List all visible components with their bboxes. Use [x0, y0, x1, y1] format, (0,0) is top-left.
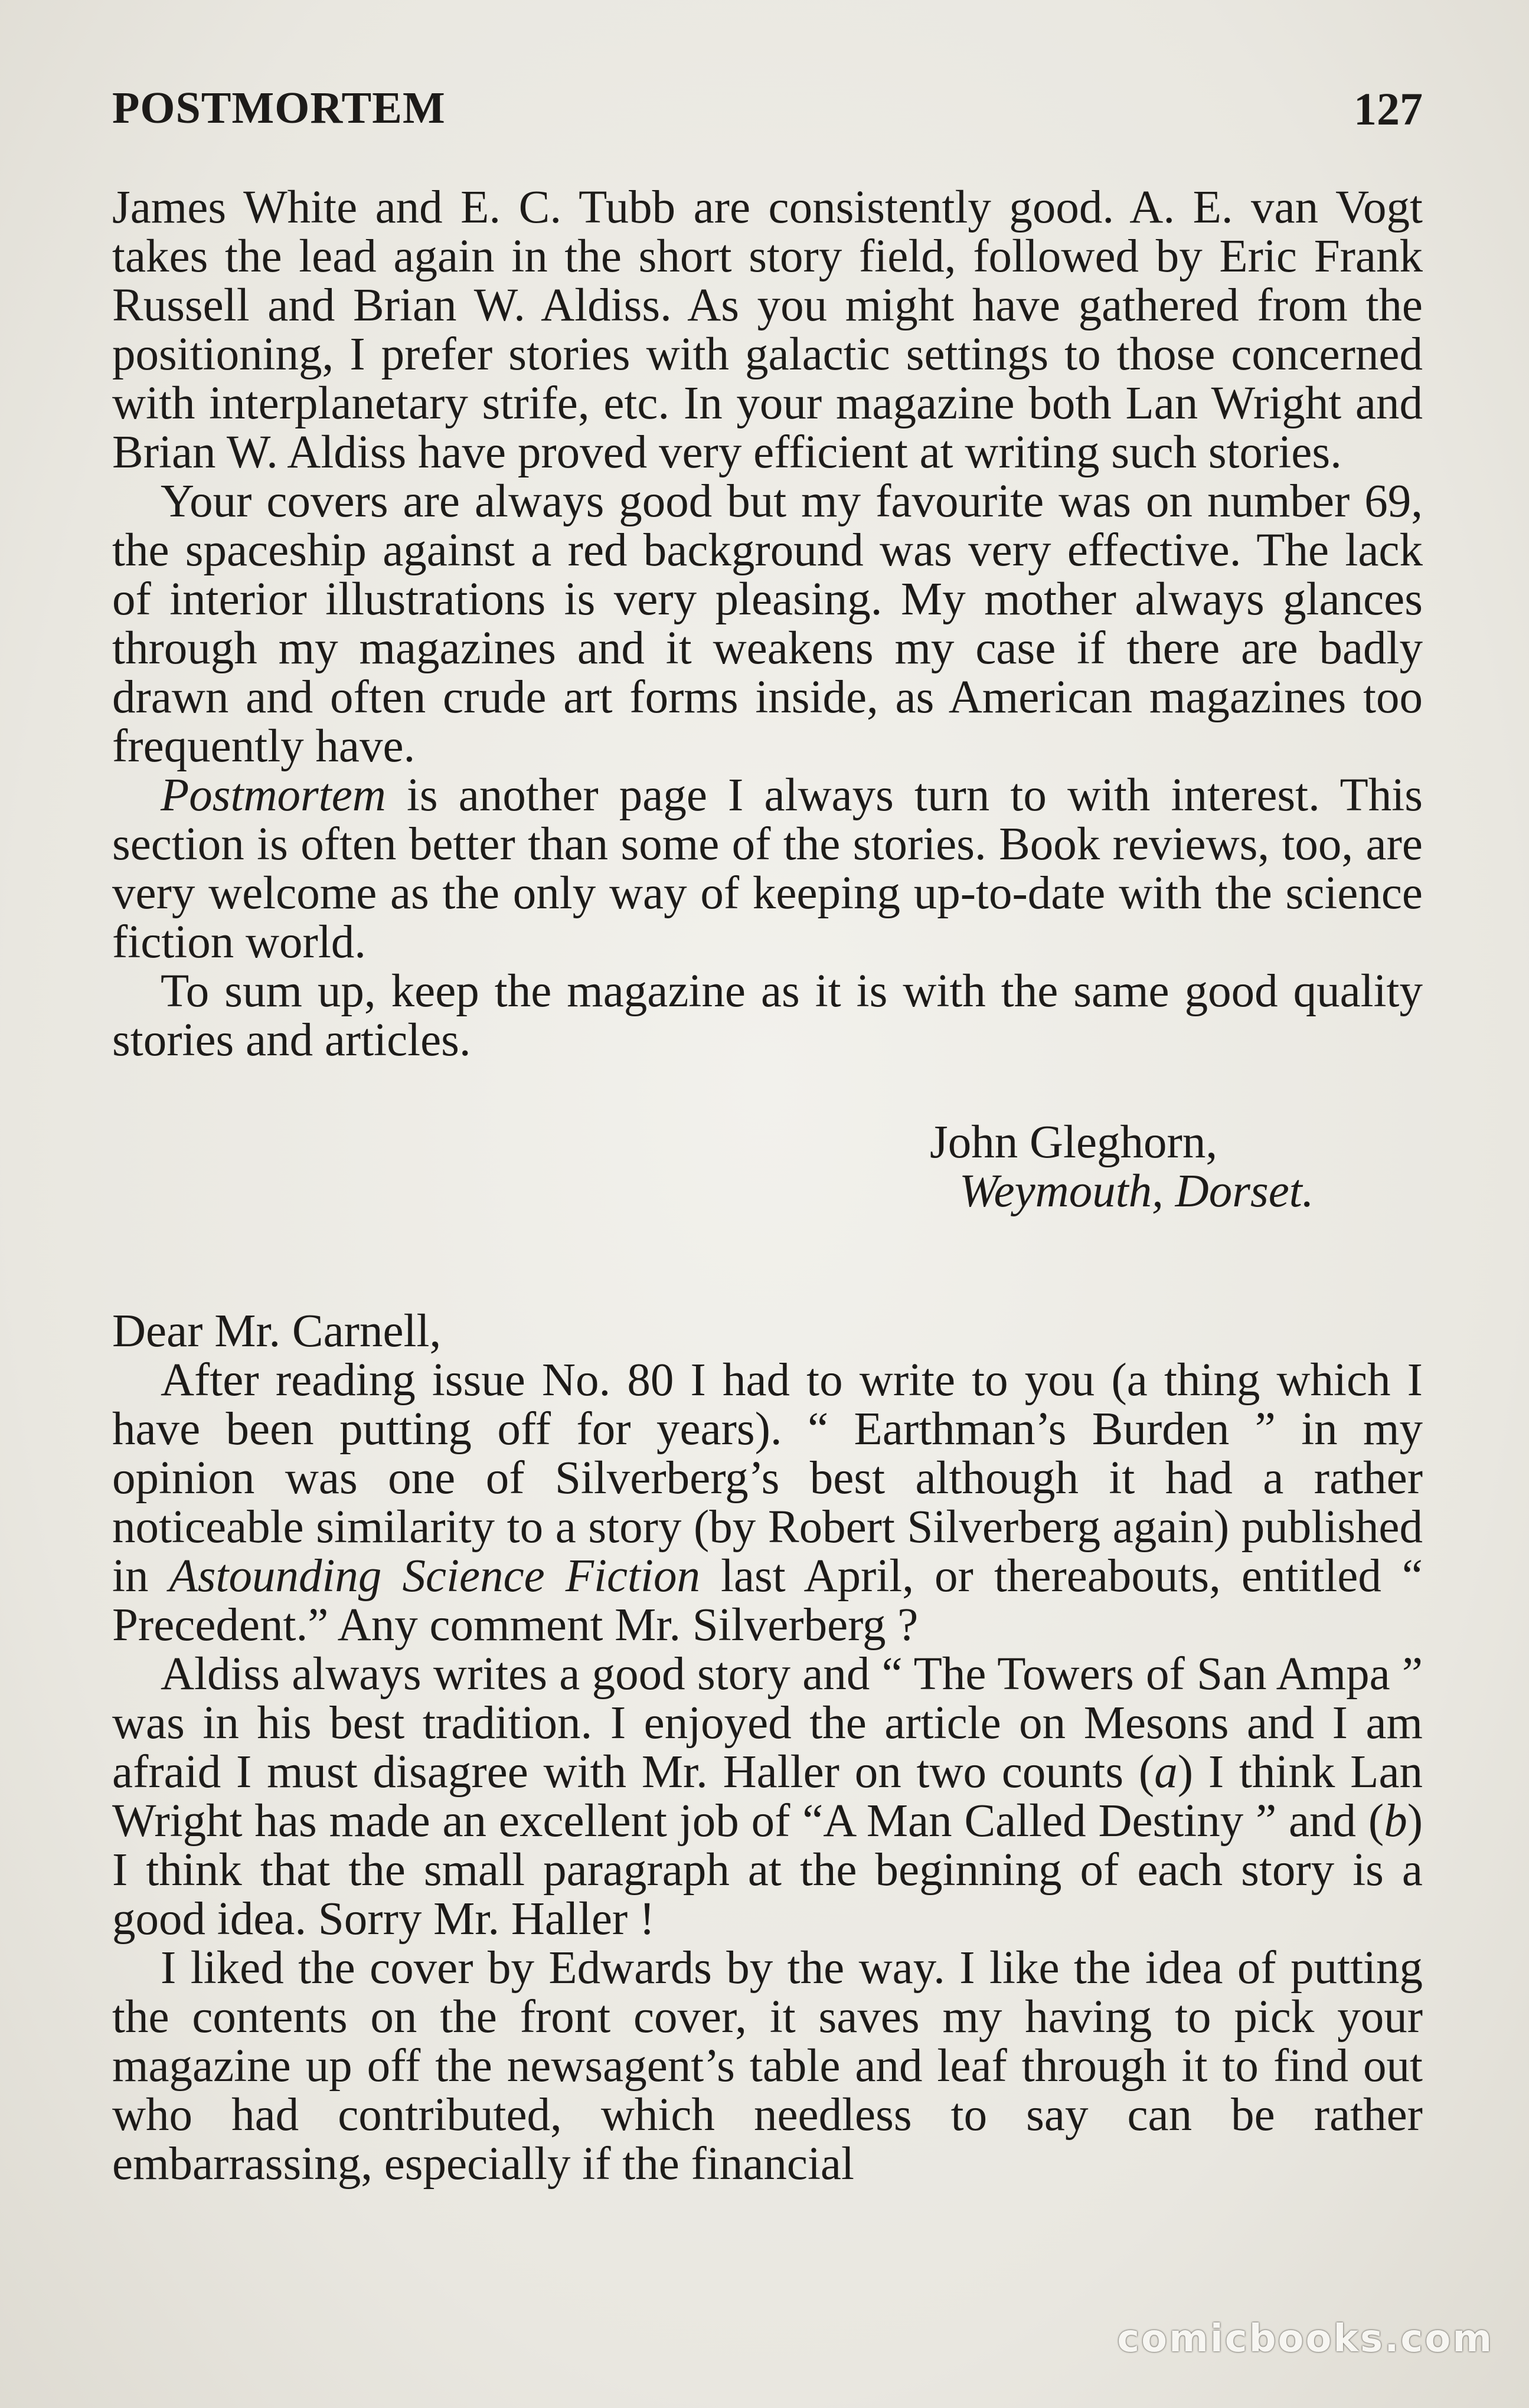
letter-one-paragraph: To sum up, keep the magazine as it is with the same good quality stories and articles.: [112, 966, 1423, 1066]
paragraph-text: Aldiss always writes a good story and “ The Towers of San Ampa ” was in his best tradition. I enjoyed the article on Mesons and I am afraid I must disagree with Mr. Haller on two counts (: [112, 1648, 1423, 1798]
paragraph-text: last April, or thereabouts, entitled “ Precedent.” Any comment Mr. Silverberg ?: [112, 1550, 1423, 1651]
letter-two-paragraph: [112, 1356, 1423, 1650]
letter-two: [112, 1307, 1423, 2188]
signature-name: John Gleghorn,: [930, 1117, 1218, 1168]
list-letter: b: [1384, 1795, 1407, 1847]
letter-one-signature: [930, 1118, 1314, 1216]
letter-one-paragraph: [112, 771, 1423, 967]
magazine-title: Astounding Science Fiction: [169, 1550, 700, 1602]
signature-place: Weymouth, Dorset.: [959, 1166, 1314, 1217]
running-head: POSTMORTEM: [112, 83, 446, 133]
letter-one: [112, 183, 1423, 1065]
letter-two-paragraph: [112, 1650, 1423, 1944]
list-letter: a: [1154, 1746, 1178, 1798]
letter-two-paragraph: I liked the cover by Edwards by the way. I like the idea of putting the contents on the front cover, it saves my having to pick your magazine up off the newsagent’s table and leaf through it to find out who had contributed, which needless to say can be rather embarrassing, especially if the financial: [112, 1942, 1423, 2190]
page-number: 127: [1354, 83, 1423, 135]
page-header: [112, 83, 1423, 148]
watermark: comicbooks.com: [1117, 2317, 1494, 2361]
paragraph-text: ) I think that the small paragraph at the beginning of each story is a good idea. Sorry Mr. Haller !: [112, 1795, 1423, 1945]
postmortem-title: Postmortem: [161, 770, 386, 821]
paragraph-text: ) I think Lan Wright has made an excellent job of “A Man Called Destiny ” and (: [112, 1746, 1423, 1847]
paragraph-text: is another page I always turn to with interest. This section is often better than some of the stories. Book reviews, too, are very welcome as the only way of keeping up-to-date with the science fiction world.: [112, 770, 1423, 968]
letter-one-paragraph: James White and E. C. Tubb are consistently good. A. E. van Vogt takes the lead again in the short story field, followed by Eric Frank Russell and Brian W. Aldiss. As you might have gathered from the positioning, I prefer stories with galactic settings to those concerned with interplanetary strife, etc. In your magazine both Lan Wright and Brian W. Aldiss have proved very efficient at writing such stories.: [112, 182, 1423, 478]
letter-one-paragraph: Your covers are always good but my favourite was on number 69, the spaceship against a red background was very effective. The lack of interior illustrations is very pleasing. My mother always glances through my magazines and it weakens my case if there are badly drawn and often crude art forms inside, as American magazines too frequently have.: [112, 476, 1423, 772]
paragraph-text: After reading issue No. 80 I had to write to you (a thing which I have been putting off for years). “ Earthman’s Burden ” in my opinion was one of Silverberg’s best although it had a rather noticeable similarity to a story (by Robert Silverberg again) published in: [112, 1354, 1423, 1602]
salutation: Dear Mr. Carnell,: [112, 1306, 442, 1357]
